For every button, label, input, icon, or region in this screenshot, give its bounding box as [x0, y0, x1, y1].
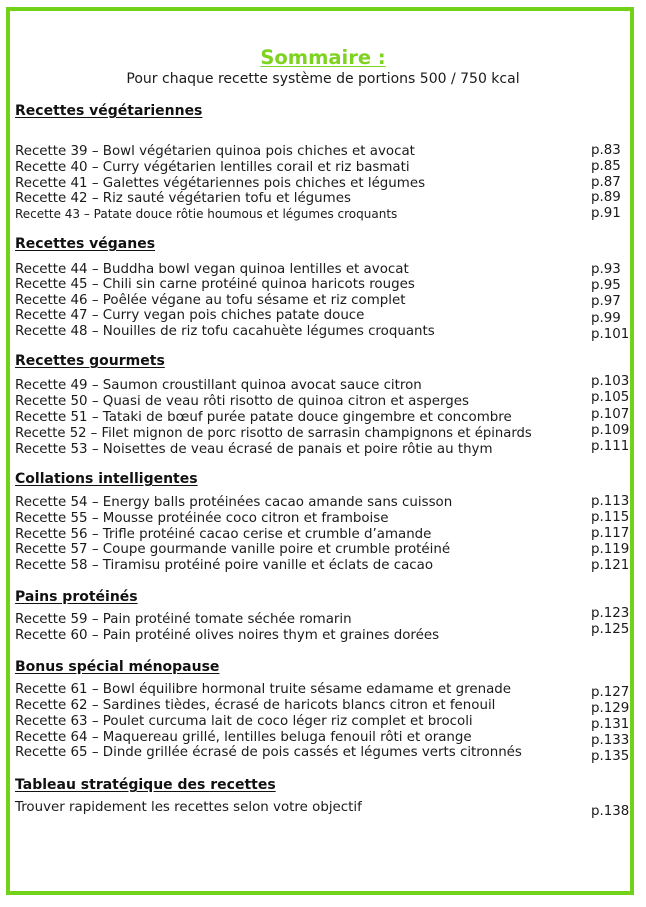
- toc-page-number[interactable]: p.125: [591, 622, 630, 637]
- toc-entry[interactable]: Recette 56 – Trifle protéiné cacao cerise et crumble d’amande: [15, 527, 432, 542]
- page-title: Sommaire :: [260, 46, 386, 69]
- toc-page-number[interactable]: p.115: [591, 510, 630, 525]
- toc-page-number[interactable]: p.131: [591, 717, 630, 732]
- toc-page-number[interactable]: p.99: [591, 311, 621, 326]
- toc-entry[interactable]: Recette 63 – Poulet curcuma lait de coco léger riz complet et brocoli: [15, 714, 473, 729]
- toc-page-number[interactable]: p.87: [591, 175, 621, 190]
- section-title-vegetariennes: Recettes végétariennes: [15, 103, 203, 119]
- toc-entry[interactable]: Recette 41 – Galettes végétariennes pois chiches et légumes: [15, 176, 426, 191]
- toc-page-number[interactable]: p.135: [591, 749, 630, 764]
- toc-page-number[interactable]: p.83: [591, 143, 621, 158]
- toc-page-number[interactable]: p.105: [591, 390, 630, 405]
- toc-entry[interactable]: Recette 59 – Pain protéiné tomate séchée romarin: [15, 612, 352, 627]
- toc-page-number[interactable]: p.109: [591, 423, 630, 438]
- toc-entry[interactable]: Recette 54 – Energy balls protéinées cacao amande sans cuisson: [15, 495, 453, 510]
- toc-page-number[interactable]: p.93: [591, 262, 621, 277]
- toc-entry[interactable]: Recette 65 – Dinde grillée écrasé de pois cassés et légumes verts citronnés: [15, 745, 522, 760]
- toc-page-number[interactable]: p.117: [591, 526, 630, 541]
- toc-entry[interactable]: Recette 51 – Tataki de bœuf purée patate douce gingembre et concombre: [15, 410, 512, 425]
- toc-entry[interactable]: Recette 46 – Poêlée végane au tofu sésame et riz complet: [15, 293, 406, 308]
- section-title-veganes: Recettes véganes: [15, 236, 156, 252]
- toc-entry[interactable]: Recette 57 – Coupe gourmande vanille poire et crumble protéiné: [15, 542, 451, 557]
- toc-page-number[interactable]: p.91: [591, 206, 621, 221]
- toc-entry[interactable]: Recette 48 – Nouilles de riz tofu cacahuète légumes croquants: [15, 324, 435, 339]
- toc-entry[interactable]: Recette 64 – Maquereau grillé, lentilles beluga fenouil rôti et orange: [15, 730, 472, 745]
- toc-entry[interactable]: Recette 62 – Sardines tièdes, écrasé de haricots blancs citron et fenouil: [15, 698, 496, 713]
- toc-page-number[interactable]: p.129: [591, 701, 630, 716]
- toc-page-number[interactable]: p.138: [591, 804, 630, 819]
- toc-page-number[interactable]: p.101: [591, 327, 630, 342]
- toc-entry[interactable]: Recette 49 – Saumon croustillant quinoa avocat sauce citron: [15, 378, 422, 393]
- section-title-collations: Collations intelligentes: [15, 471, 198, 487]
- toc-entry[interactable]: Trouver rapidement les recettes selon votre objectif: [15, 800, 362, 815]
- toc-entry[interactable]: Recette 50 – Quasi de veau rôti risotto de quinoa citron et asperges: [15, 394, 470, 409]
- toc-entry[interactable]: Recette 47 – Curry vegan pois chiches patate douce: [15, 308, 365, 323]
- section-title-gourmets: Recettes gourmets: [15, 353, 165, 369]
- toc-page-number[interactable]: p.119: [591, 542, 630, 557]
- toc-page-number[interactable]: p.85: [591, 159, 621, 174]
- toc-page-number[interactable]: p.113: [591, 494, 630, 509]
- toc-page-number[interactable]: p.111: [591, 439, 630, 454]
- toc-page-number[interactable]: p.89: [591, 190, 621, 205]
- section-title-tableau: Tableau stratégique des recettes: [15, 777, 276, 793]
- toc-entry[interactable]: Recette 53 – Noisettes de veau écrasé de panais et poire rôtie au thym: [15, 442, 493, 457]
- toc-page-number[interactable]: p.103: [591, 374, 630, 389]
- toc-entry[interactable]: Recette 60 – Pain protéiné olives noires thym et graines dorées: [15, 628, 440, 643]
- toc-entry[interactable]: Recette 52 – Filet mignon de porc risotto de sarrasin champignons et épinards: [15, 426, 532, 441]
- toc-entry[interactable]: Recette 42 – Riz sauté végétarien tofu et légumes: [15, 191, 351, 206]
- toc-entry[interactable]: Recette 61 – Bowl équilibre hormonal truite sésame edamame et grenade: [15, 682, 512, 697]
- toc-entry[interactable]: Recette 44 – Buddha bowl vegan quinoa lentilles et avocat: [15, 262, 409, 277]
- toc-page-number[interactable]: p.121: [591, 558, 630, 573]
- toc-entry[interactable]: Recette 43 – Patate douce rôtie houmous et légumes croquants: [15, 207, 398, 221]
- toc-entry[interactable]: Recette 55 – Mousse protéinée coco citron et framboise: [15, 511, 389, 526]
- section-title-pains: Pains protéinés: [15, 589, 138, 605]
- toc-entry[interactable]: Recette 58 – Tiramisu protéiné poire vanille et éclats de cacao: [15, 558, 434, 573]
- toc-page-number[interactable]: p.95: [591, 278, 621, 293]
- toc-page-number[interactable]: p.123: [591, 606, 630, 621]
- toc-entry[interactable]: Recette 39 – Bowl végétarien quinoa pois chiches et avocat: [15, 144, 415, 159]
- toc-page-number[interactable]: p.127: [591, 685, 630, 700]
- page-subtitle: Pour chaque recette système de portions 500 / 750 kcal: [126, 71, 520, 87]
- section-title-menopause: Bonus spécial ménopause: [15, 659, 220, 675]
- toc-page-number[interactable]: p.133: [591, 733, 630, 748]
- toc-page-number[interactable]: p.97: [591, 294, 621, 309]
- toc-entry[interactable]: Recette 40 – Curry végétarien lentilles corail et riz basmati: [15, 160, 410, 175]
- toc-page-number[interactable]: p.107: [591, 407, 630, 422]
- toc-entry[interactable]: Recette 45 – Chili sin carne protéiné quinoa haricots rouges: [15, 277, 415, 292]
